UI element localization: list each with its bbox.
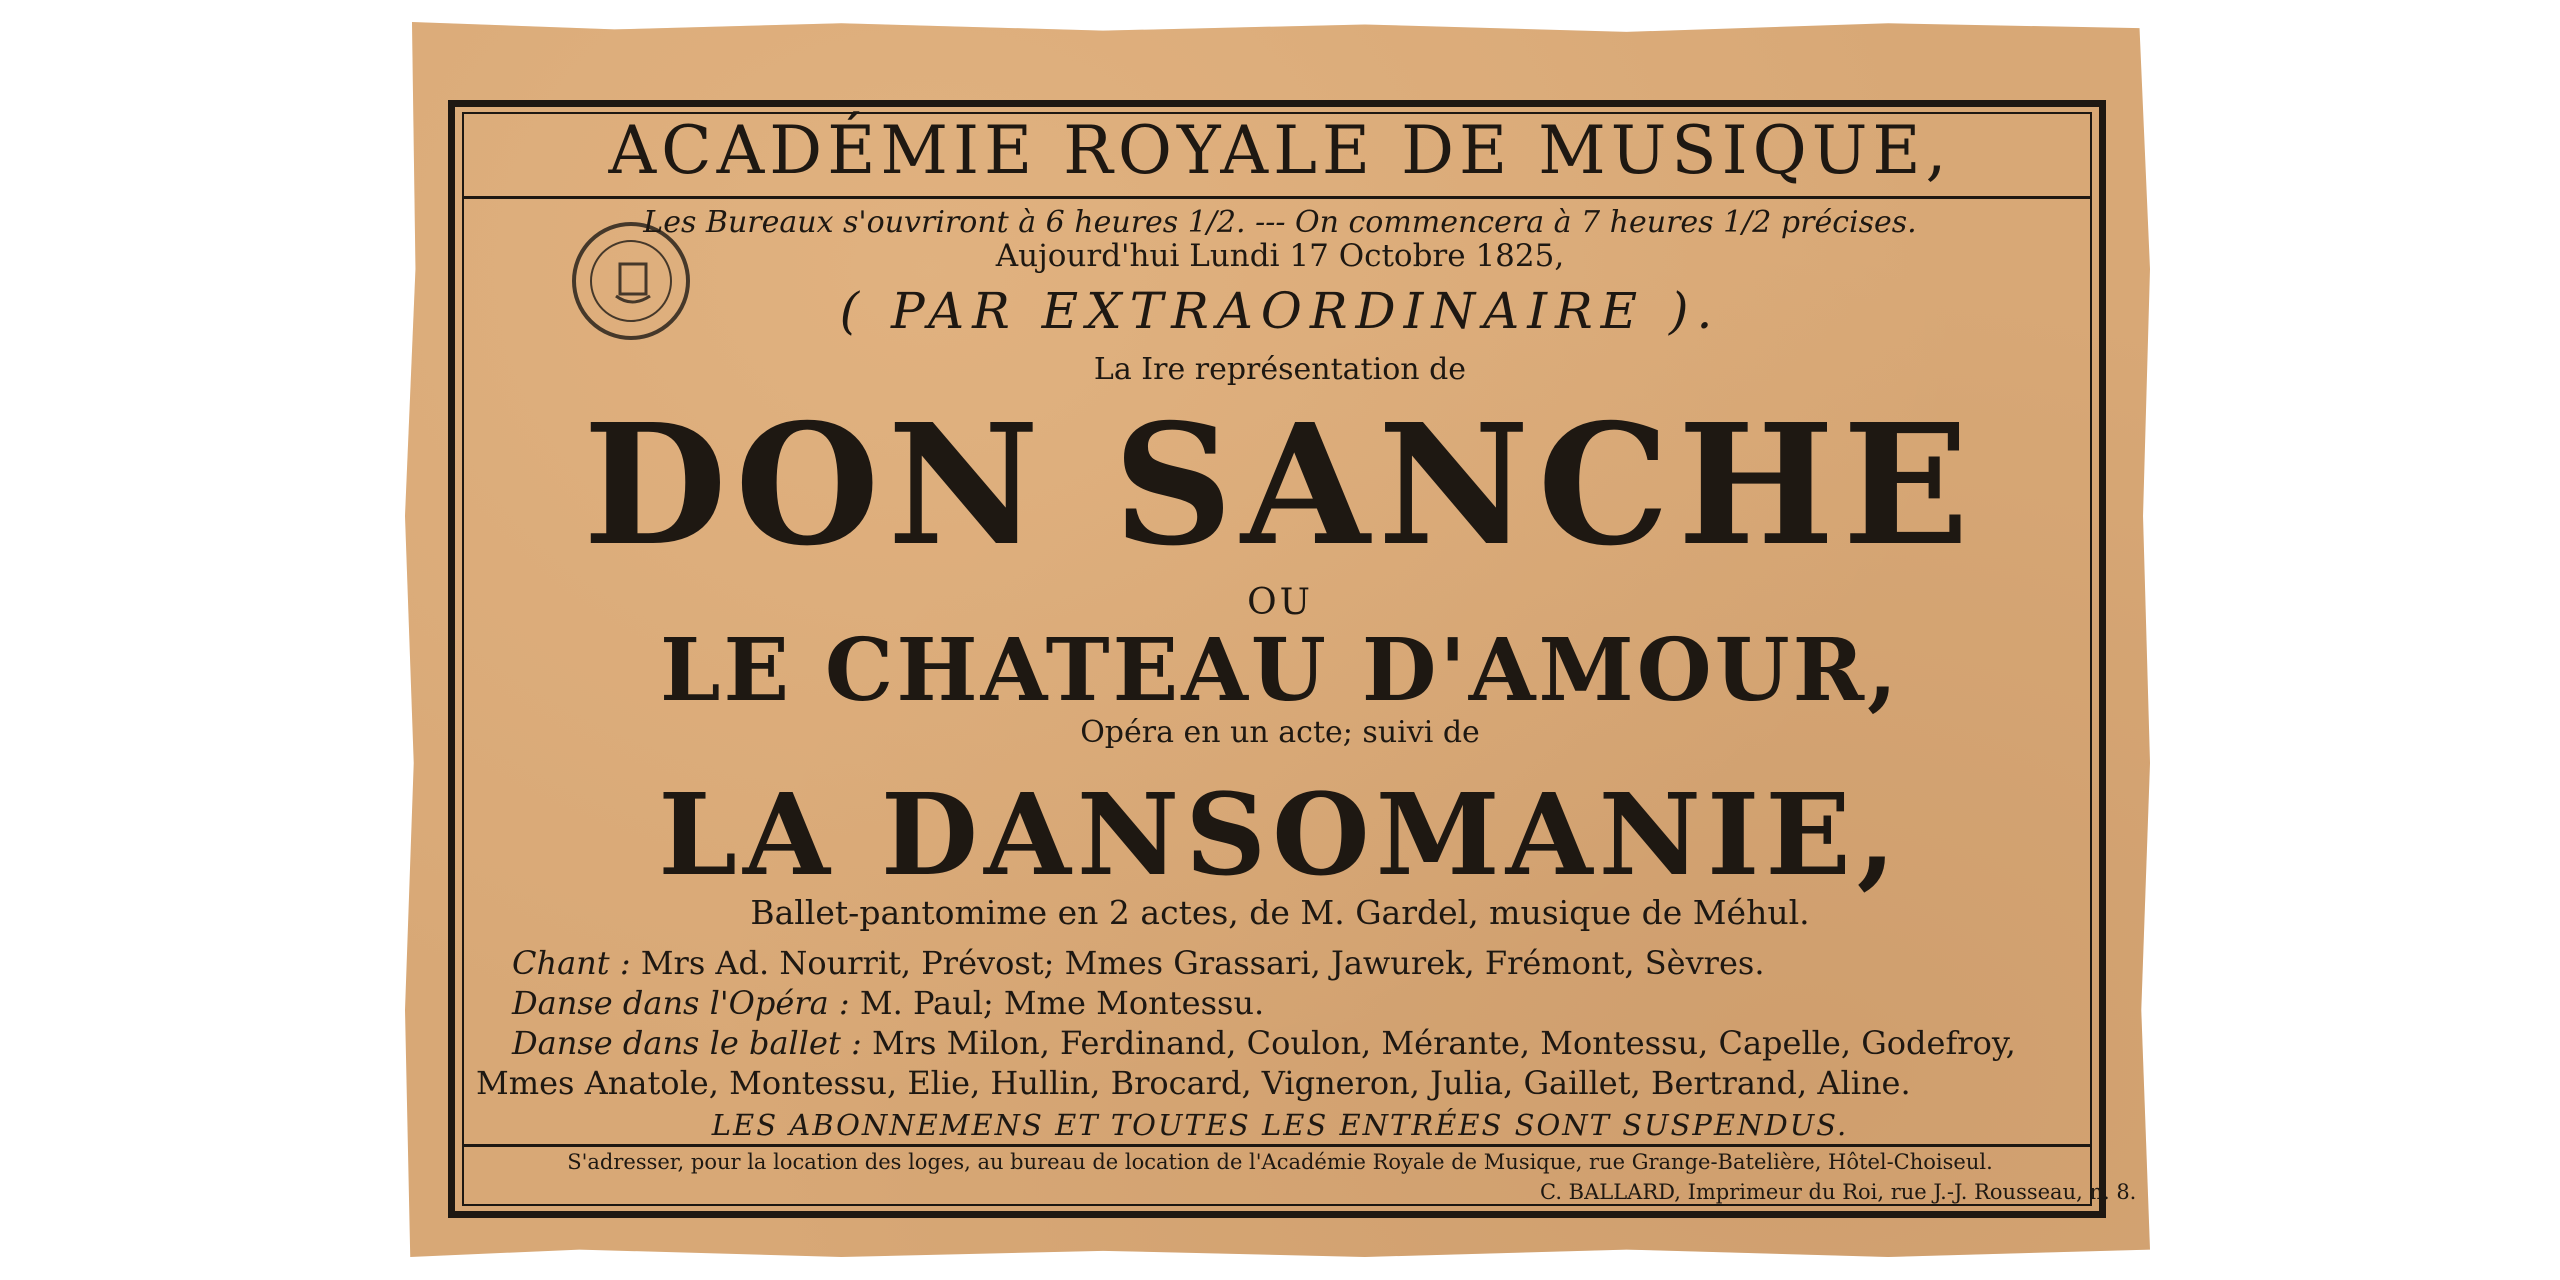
cast-danse-opera: [476, 984, 2124, 1022]
performance-date: Aujourd'hui Lundi 17 Octobre 1825,: [995, 238, 1565, 274]
ou-connector: OU: [1247, 582, 1313, 623]
location-note: S'adresser, pour la location des loges, au bureau de location de l'Académie Royale de Musique, rue Grange-Batelière, Hôtel-Choiseul.: [567, 1150, 1993, 1174]
cast-label: Danse dans le ballet :: [512, 1024, 862, 1062]
cast-label: Danse dans l'Opéra :: [512, 984, 850, 1022]
cast-danse-ballet-continued: [476, 1064, 2088, 1102]
extraordinaire-banner: ( PAR EXTRAORDINAIRE ).: [839, 282, 1721, 340]
opera-title: DON SANCHE: [583, 388, 1977, 583]
cast-names: M. Paul; Mme Montessu.: [859, 984, 1265, 1022]
cast-names: Mrs Ad. Nourrit, Prévost; Mmes Grassari, Jawurek, Frémont, Sèvres.: [640, 944, 1765, 982]
representation-line: La Ire représentation de: [1093, 352, 1467, 387]
heading-divider: [462, 196, 2092, 199]
ballet-title: LA DANSOMANIE,: [658, 770, 1902, 901]
cast-names: Mmes Anatole, Montessu, Elie, Hullin, Brocard, Vigneron, Julia, Gaillet, Bertrand, Aline.: [476, 1064, 1911, 1102]
cast-danse-ballet: [476, 1024, 2124, 1062]
opera-subtitle: LE CHATEAU D'AMOUR,: [659, 620, 1901, 721]
ballet-description: Ballet-pantomime en 2 actes, de M. Gardel, musique de Méhul.: [750, 893, 1810, 932]
suspension-notice: LES ABONNEMENS ET TOUTES LES ENTRÉES SONT SUSPENDUS.: [711, 1108, 1849, 1142]
cast-names: Mrs Milon, Ferdinand, Coulon, Mérante, Montessu, Capelle, Godefroy,: [871, 1024, 2016, 1062]
cast-chant: [476, 944, 2124, 982]
footer-divider: [462, 1144, 2092, 1147]
institution-heading: ACADÉMIE ROYALE DE MUSIQUE,: [608, 112, 1952, 189]
opening-hours: Les Bureaux s'ouvriront à 6 heures 1/2. --- On commencera à 7 heures 1/2 précises.: [643, 205, 1917, 240]
printer-credit: C. BALLARD, Imprimeur du Roi, rue J.-J. Rousseau, n. 8.: [1540, 1180, 2137, 1204]
cast-label: Chant :: [512, 944, 631, 982]
opera-description: Opéra en un acte; suivi de: [1080, 715, 1480, 750]
